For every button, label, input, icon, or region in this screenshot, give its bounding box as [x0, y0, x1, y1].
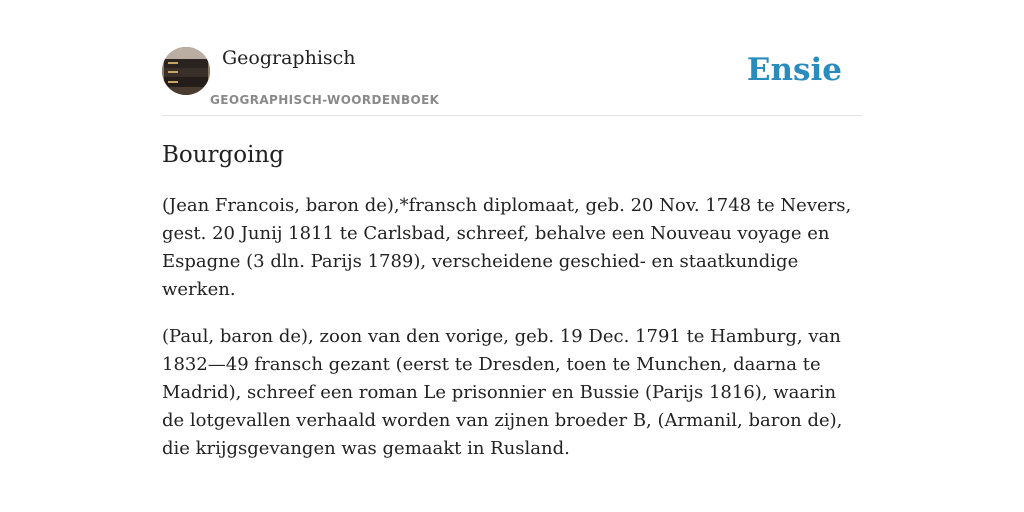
source-slug[interactable]: GEOGRAPHISCH-WOORDENBOEK: [210, 93, 440, 107]
entry-paragraph: (Paul, baron de), zoon van den vorige, geb. 19 Dec. 1791 te Hamburg, van 1832—49 fransch gezant (eerst te Dresden, toen te Munchen, daarna te Madrid), schreef een roman Le prisonnier en Bussie (Parijs 1816), waarin de lotgevallen verhaald worden van zijnen broeder B, (Armanil, baron de), die krijgsgevangen was gemaakt in Rusland.: [162, 326, 843, 459]
entry-card: [162, 0, 862, 512]
source-name[interactable]: Geographisch: [222, 47, 356, 69]
entry-title: Bourgoing: [162, 142, 285, 168]
source-avatar[interactable]: [162, 47, 210, 95]
entry-header: [162, 0, 862, 116]
entry-body: [162, 192, 862, 482]
entry-paragraph: (Jean Francois, baron de),*fransch diplomaat, geb. 20 Nov. 1748 te Nevers, gest. 20 Junij 1811 te Carlsbad, schreef, behalve een Nouveau voyage en Espagne (3 dln. Parijs 1789), verscheidene geschied- en staatkundige werken.: [162, 195, 852, 300]
books-photo-icon: [162, 47, 210, 95]
brand-logo[interactable]: Ensie: [746, 52, 842, 88]
